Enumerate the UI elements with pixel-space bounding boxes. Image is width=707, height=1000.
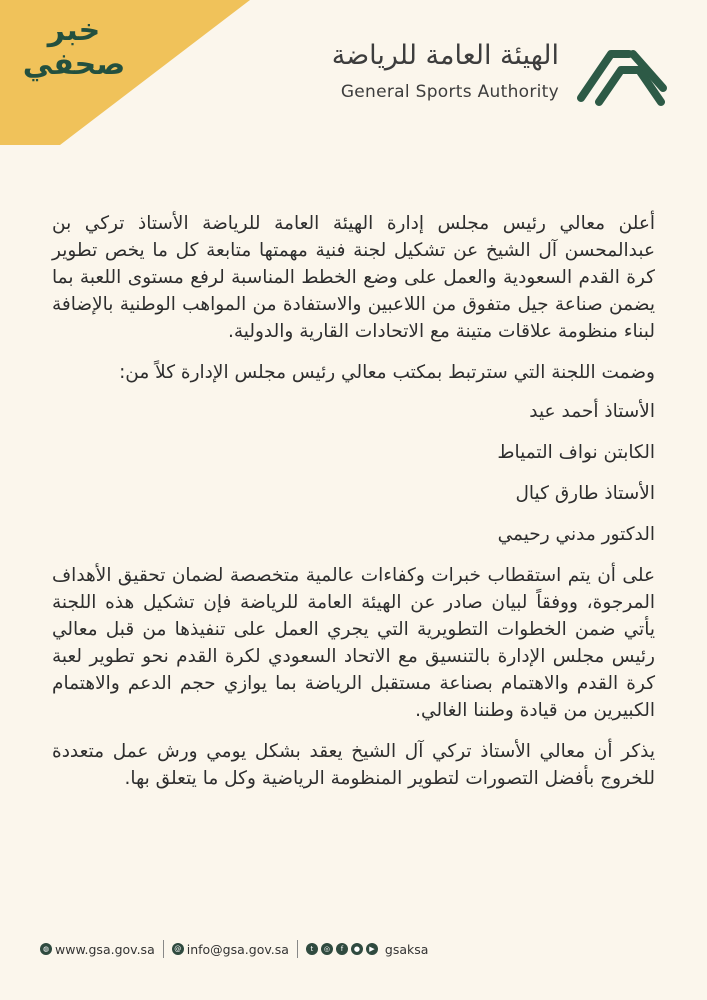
member-4: الدكتور مدني رحيمي xyxy=(497,524,655,545)
press-release-body xyxy=(52,210,655,792)
corner-label-line1: خبر xyxy=(47,13,101,48)
footer-social[interactable] xyxy=(306,942,429,957)
paragraph-goals: على أن يتم استقطاب خبرات وكفاءات عالمية متخصصة لضمان تحقيق الأهداف المرجوة، ووفقاً لبيان صادر عن الهيئة العامة للرياضة فإن تشكيل هذه اللجنة يأتي ضمن الخطوات التطويرية التي يجري العمل على تنفيذها من قبل معالي رئيس مجلس الإدارة بالتنسيق مع الاتحاد السعودي لكرة القدم نحو تطوير لعبة كرة القدم والاهتمام بصناعة مستقبل الرياضة بما يوازي حجم الدعم والاهتمام الكبيرين من قيادة وطننا الغالي. xyxy=(52,565,655,721)
org-name-arabic: الهيئة العامة للرياضة xyxy=(331,40,559,71)
member-1: الأستاذ أحمد عيد xyxy=(529,401,655,422)
corner-label xyxy=(14,14,134,82)
gsa-logo-icon xyxy=(577,40,667,110)
header xyxy=(307,36,667,116)
footer-email[interactable] xyxy=(172,942,289,957)
email-icon: @ xyxy=(172,943,184,955)
website-link[interactable]: www.gsa.gov.sa xyxy=(55,941,155,957)
youtube-icon[interactable]: ▶ xyxy=(366,943,378,955)
instagram-icon[interactable]: ◎ xyxy=(321,943,333,955)
footer-divider xyxy=(163,940,164,958)
member-2: الكابتن نواف التمياط xyxy=(497,442,655,463)
paragraph-announcement: أعلن معالي رئيس مجلس إدارة الهيئة العامة للرياضة الأستاذ تركي بن عبدالمحسن آل الشيخ عن تشكيل لجنة فنية مهمتها متابعة كل ما يخص تطوير كرة القدم السعودية والعمل على وضع الخطط المناسبة لرفع مستوى اللعبة بما يضمن صناعة جيل متفوق من اللاعبين والاستفادة من المواهب الوطنية بالإضافة لبناء منظومة علاقات متينة مع الاتحادات القارية والدولية. xyxy=(52,213,655,342)
paragraph-committee-intro: وضمت اللجنة التي سترتبط بمكتب معالي رئيس مجلس الإدارة كلاً من: xyxy=(119,362,655,383)
email-link[interactable]: info@gsa.gov.sa xyxy=(186,941,289,957)
twitter-icon[interactable]: t xyxy=(306,943,318,955)
corner-label-line2: صحفي xyxy=(22,47,126,82)
footer-divider xyxy=(297,940,298,958)
paragraph-workshops: يذكر أن معالي الأستاذ تركي آل الشيخ يعقد بشكل يومي ورش عمل متعددة للخروج بأفضل التصورات لتطوير المنظومة الرياضية وكل ما يتعلق بها. xyxy=(52,741,655,789)
footer xyxy=(40,938,428,960)
footer-website[interactable] xyxy=(40,942,155,957)
social-handle[interactable]: gsaksa xyxy=(384,941,429,957)
member-3: الأستاذ طارق كيال xyxy=(515,483,655,504)
globe-icon: ◍ xyxy=(40,943,52,955)
org-name-english: General Sports Authority xyxy=(340,82,559,102)
press-release-corner-badge xyxy=(0,0,250,145)
facebook-icon[interactable]: f xyxy=(336,943,348,955)
snapchat-icon[interactable]: ● xyxy=(351,943,363,955)
